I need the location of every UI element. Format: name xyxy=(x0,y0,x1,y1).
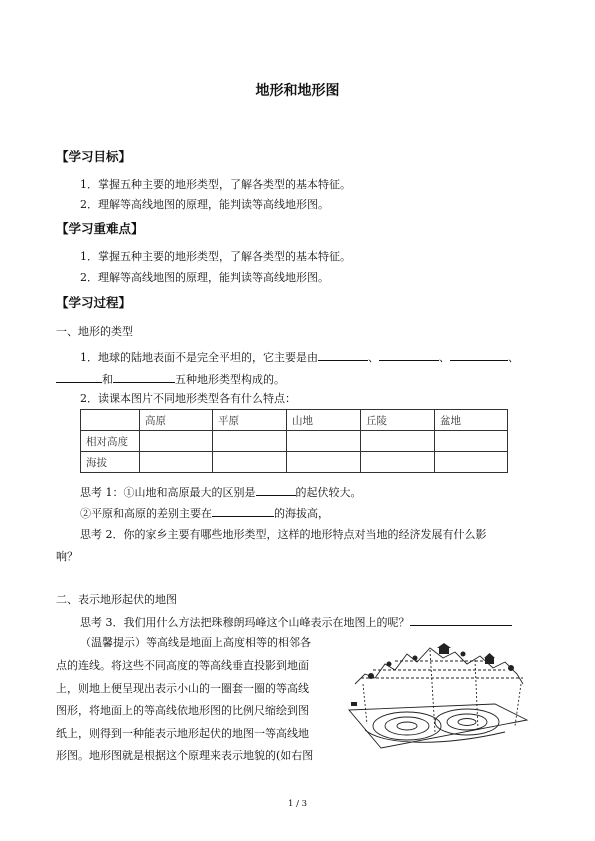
question-1-end: 五种地形类型构成的。 xyxy=(175,373,285,386)
think-1-line-1 xyxy=(80,484,362,500)
page-title: 地形和地形图 xyxy=(255,83,340,99)
table-cell[interactable] xyxy=(140,452,213,473)
table-cell[interactable] xyxy=(140,431,213,452)
table-cell[interactable] xyxy=(287,452,361,473)
table-header-cell: 盆地 xyxy=(435,410,508,431)
think-1-line-2 xyxy=(80,505,329,521)
think-1-text: 思考 1：①山地和高原最大的区别是 xyxy=(80,486,256,499)
table-cell[interactable] xyxy=(435,431,508,452)
tip-line: （温馨提示）等高线是地面上高度相等的相邻各 xyxy=(80,636,311,649)
page-number: 1 / 3 xyxy=(287,799,308,809)
table-cell[interactable] xyxy=(435,452,508,473)
answer-blank[interactable] xyxy=(318,349,368,361)
and-text: 和 xyxy=(102,373,113,386)
answer-blank[interactable] xyxy=(410,614,512,626)
think-1-text-end: 的起伏较大。 xyxy=(295,486,362,499)
tip-line: 图形，将地面上的等高线依地形图的比例尺缩绘到图 xyxy=(56,704,309,717)
tip-line: 点的连线。将这些不同高度的等高线垂直投影到地面 xyxy=(56,659,309,672)
table-cell[interactable] xyxy=(213,431,287,452)
think-1-text-2-end: 的海拔高， xyxy=(274,507,329,520)
contour-map-illustration xyxy=(345,634,530,758)
separator: 、 xyxy=(508,351,519,364)
question-1-line-2 xyxy=(56,371,285,387)
question-2-text: 2．读课本图片不同地形类型各有什么特点： xyxy=(80,392,296,405)
think-3-text: 思考 3．我们用什么方法把珠穆朗玛峰这个山峰表示在地图上的呢？ xyxy=(80,616,410,629)
answer-blank[interactable] xyxy=(256,484,296,496)
table-cell[interactable] xyxy=(213,452,287,473)
table-header-cell: 高原 xyxy=(140,410,213,431)
table-header-cell: 丘陵 xyxy=(361,410,435,431)
table-cell[interactable] xyxy=(361,452,435,473)
question-1-text: 1．地球的陆地表面不是完全平坦的，它主要是由 xyxy=(80,351,318,364)
answer-blank[interactable] xyxy=(379,349,439,361)
goal-item: 1．掌握五种主要的地形类型，了解各类型的基本特征。 xyxy=(80,178,351,191)
key-point-item: 2．理解等高线地图的原理，能判读等高线地形图。 xyxy=(80,271,329,284)
section1-title: 一、地形的类型 xyxy=(56,325,133,338)
table-row xyxy=(81,431,508,452)
think-2-line-2: 响？ xyxy=(56,550,78,563)
tip-line: 纸上，则得到一种能表示地形起伏的地图一等高线地 xyxy=(56,727,309,740)
question-1-line-1 xyxy=(80,349,519,365)
table-header-row xyxy=(81,410,508,431)
tip-line: 上，则地上便呈现出表示小山的一圈套一圈的等高线 xyxy=(56,682,309,695)
table-header-cell: 山地 xyxy=(287,410,361,431)
table-cell[interactable] xyxy=(361,431,435,452)
table-row-label: 海拔 xyxy=(81,452,140,473)
table-header-cell xyxy=(81,410,140,431)
think-2-line-1: 思考 2．你的家乡主要有哪些地形类型，这样的地形特点对当地的经济发展有什么影 xyxy=(80,528,487,541)
table-header-cell: 平原 xyxy=(213,410,287,431)
separator: 、 xyxy=(439,351,450,364)
terrain-table xyxy=(80,409,508,473)
key-point-item: 1．掌握五种主要的地形类型，了解各类型的基本特征。 xyxy=(80,250,351,263)
tip-line: 形图。地形图就是根据这个原理来表示地貌的(如右图 xyxy=(56,749,314,762)
goal-item: 2．理解等高线地图的原理，能判读等高线地形图。 xyxy=(80,198,329,211)
key-points-heading: 【学习重难点】 xyxy=(56,221,144,236)
process-heading: 【学习过程】 xyxy=(56,295,132,310)
table-row-label: 相对高度 xyxy=(81,431,140,452)
answer-blank[interactable] xyxy=(450,349,508,361)
answer-blank[interactable] xyxy=(56,371,102,383)
answer-blank[interactable] xyxy=(212,505,274,517)
table-row xyxy=(81,452,508,473)
think-1-text-2: ②平原和高原的差别主要在 xyxy=(80,507,212,520)
separator: 、 xyxy=(368,351,379,364)
think-3-line xyxy=(80,614,512,630)
section2-title: 二、表示地形起伏的地图 xyxy=(56,593,177,606)
table-cell[interactable] xyxy=(287,431,361,452)
answer-blank[interactable] xyxy=(113,371,175,383)
goals-heading: 【学习目标】 xyxy=(56,149,132,164)
